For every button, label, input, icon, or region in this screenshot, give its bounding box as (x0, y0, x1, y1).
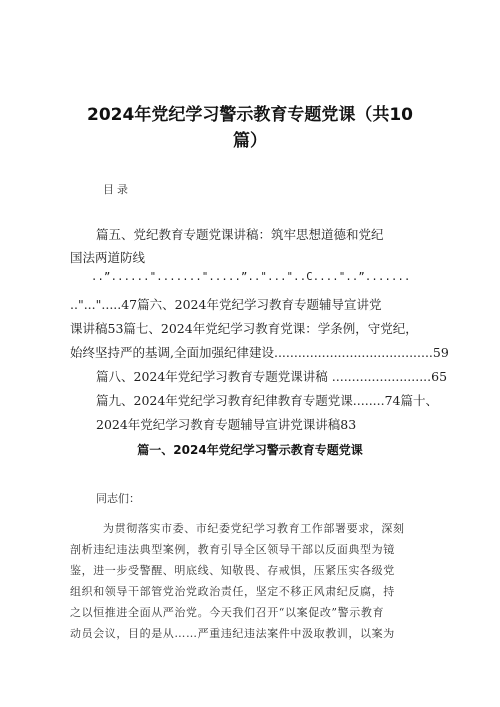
toc-line: .."...".....47篇六、2024年党纪学习教育专题辅导宣讲党 (70, 297, 382, 312)
body-line: 组织和领导干部管党治党政治责任，坚定不移正风肃纪反腐，持 (70, 585, 395, 598)
body-line: 为贯彻落实市委、市纪委党纪学习教育工作部署要求，深刻 (103, 522, 405, 535)
body-line: 剖析违纪违法典型案例，教育引导全区领导干部以反面典型为镜 (70, 543, 395, 556)
toc-line: 篇九、2024年党纪学习教育纪律教育专题党课........74篇十、 (96, 393, 439, 408)
greeting: 同志们： (96, 492, 140, 505)
section-title: 篇一、2024年党纪学习警示教育专题党课 (137, 443, 363, 457)
body-line: 鉴，进一步受警醒、明底线、知敬畏、存戒惧，压紧压实各级党 (70, 564, 395, 577)
toc-line: ..”......".......".....”.."..."..C...."..”....... (91, 271, 411, 283)
toc-line: 始终坚持严的基调,全面加强纪律建设........................................59 (70, 345, 449, 360)
toc-heading: 目录 (103, 183, 131, 196)
toc-line: 课讲稿53篇七、2024年党纪学习教育党课：学条例，守党纪， (70, 321, 418, 336)
document-title-line-1: 2024年党纪学习警示教育专题党课（共10 (87, 105, 413, 125)
toc-line: 篇五、党纪教育专题党课讲稿：筑牢思想道德和党纪 (96, 227, 384, 242)
toc-line: 2024年党纪学习教育专题辅导宣讲党课讲稿83 (96, 417, 357, 432)
toc-line: 篇八、2024年党纪学习教育专题党课讲稿 .........................65 (96, 369, 448, 384)
body-line: 之以恒推进全面从严治党。今天我们召开“以案促改”警示教育 (70, 606, 385, 619)
document-title-line-2: 篇） (233, 131, 267, 151)
body-line: 动员会议，目的是从……严重违纪违法案件中汲取教训，以案为 (70, 627, 395, 640)
toc-line: 国法两道防线 (70, 250, 146, 265)
